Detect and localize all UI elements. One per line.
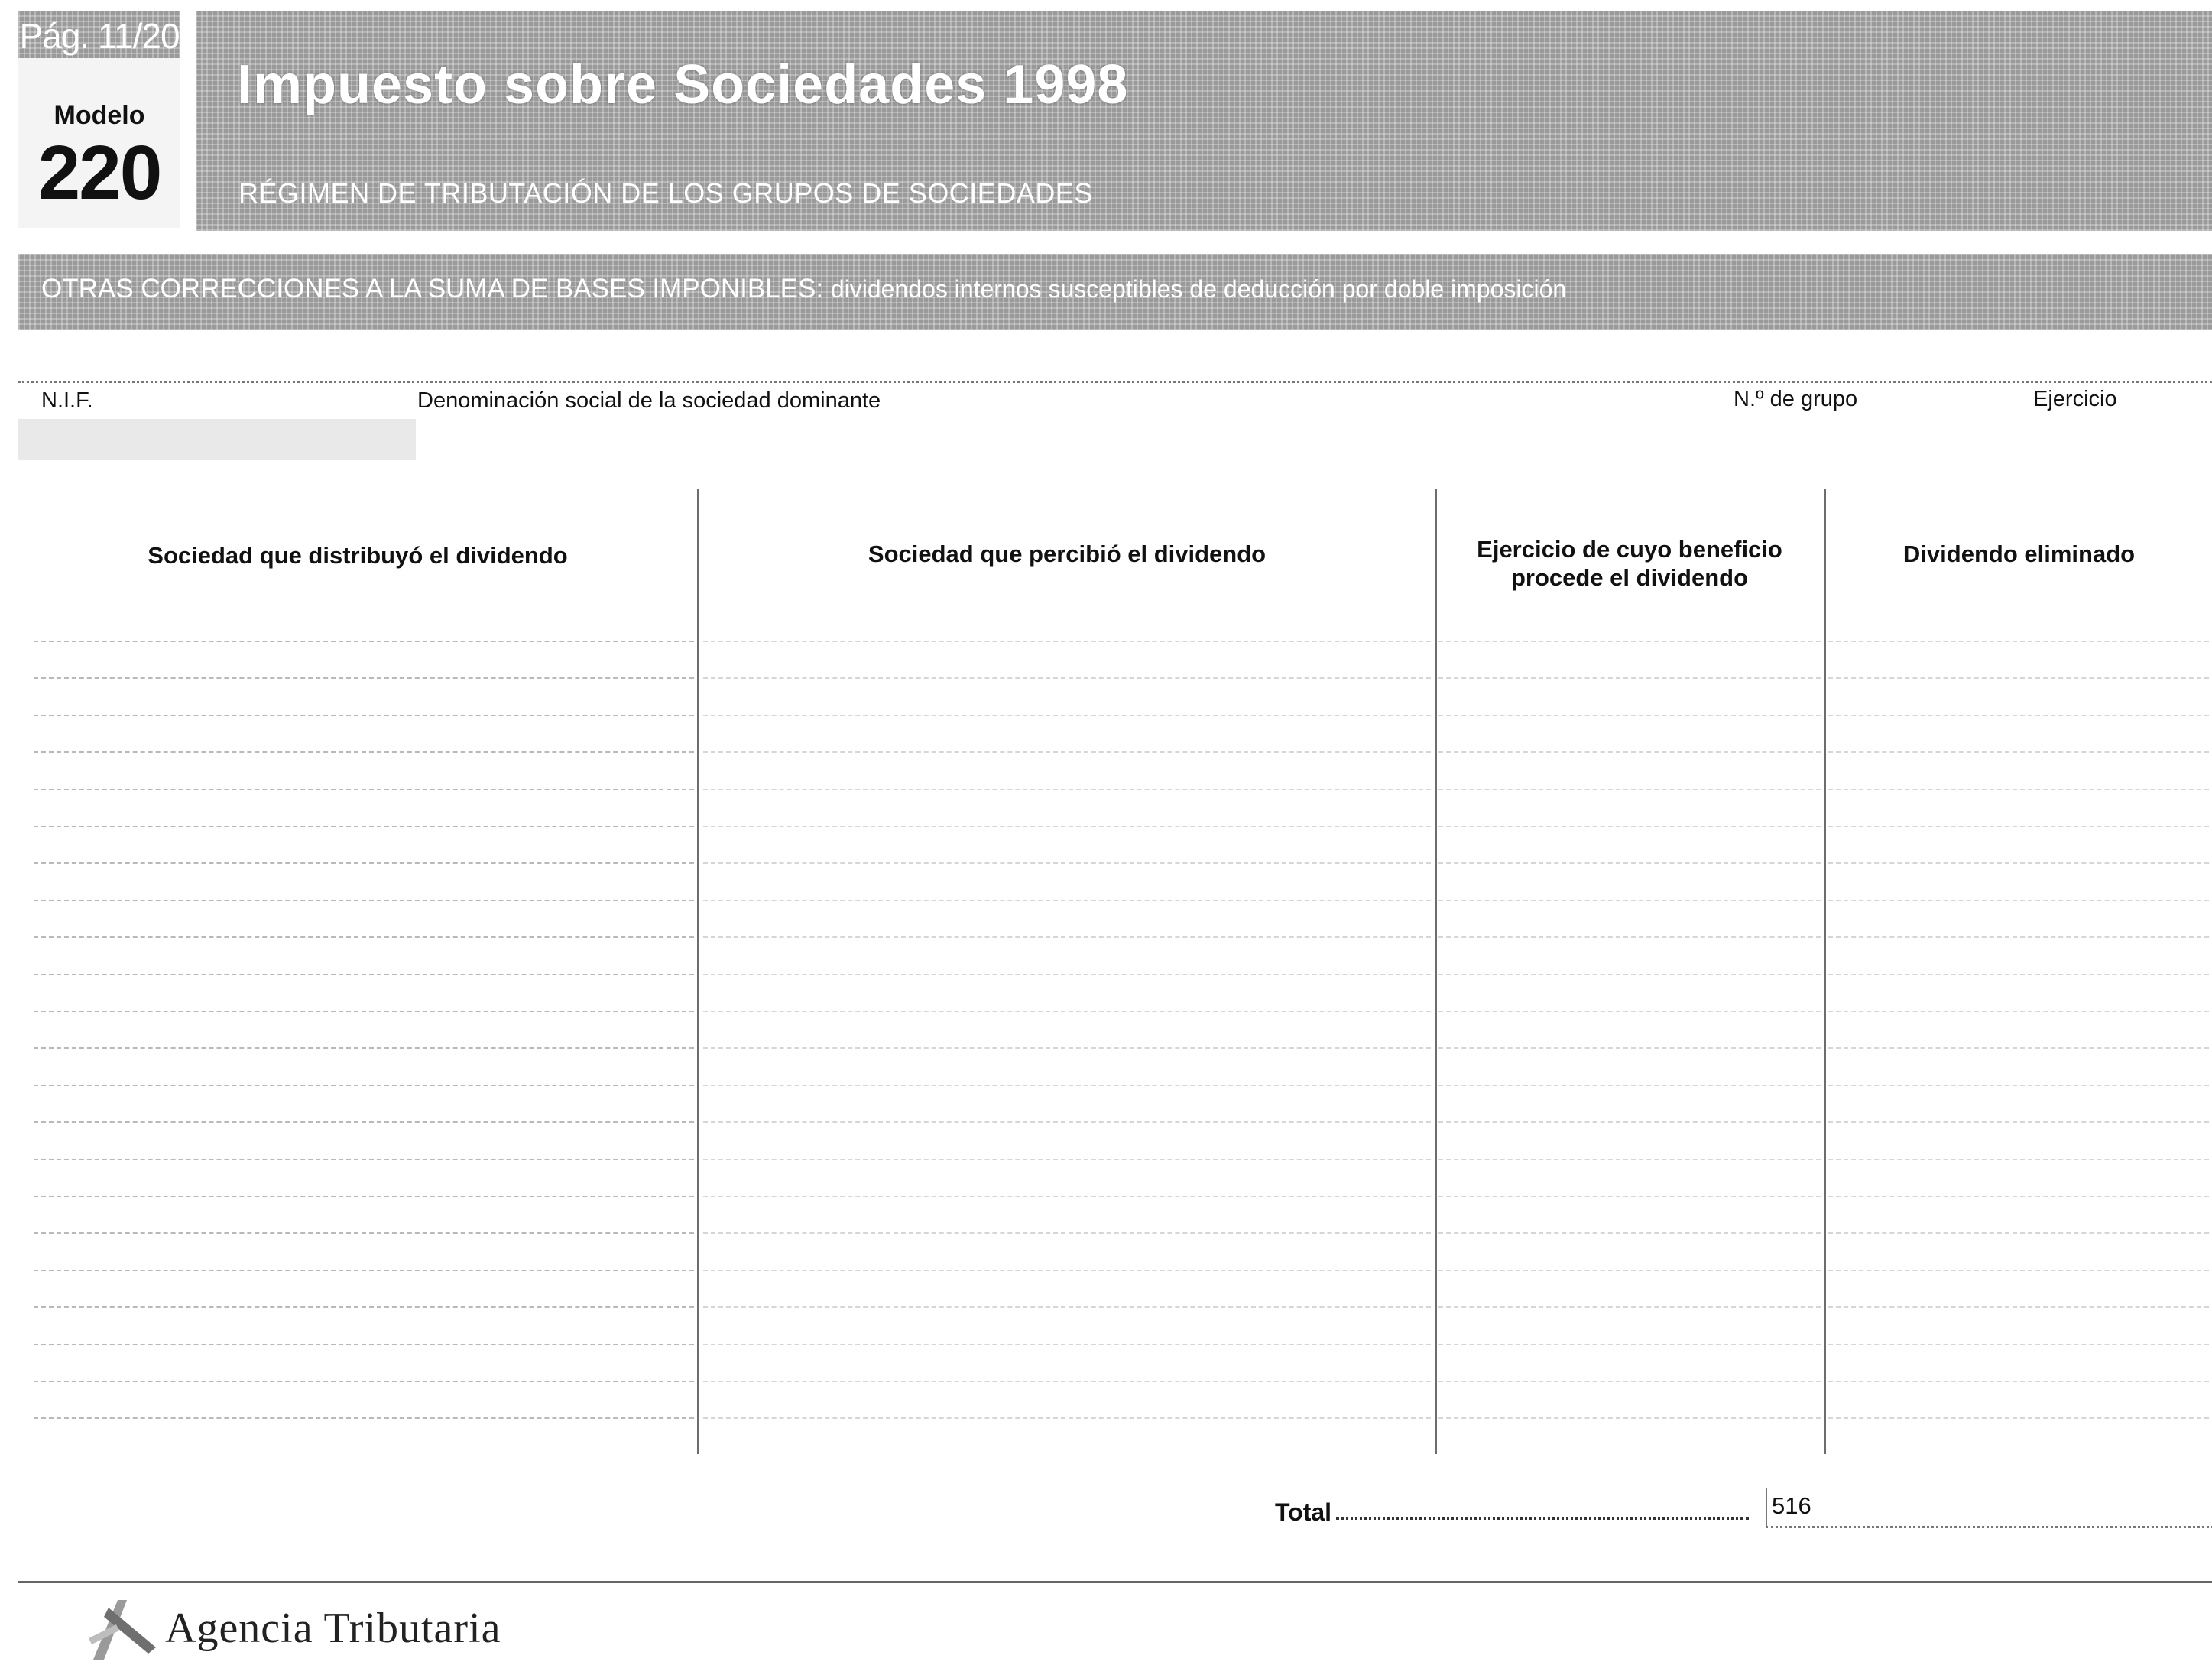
total-leader-dots (1336, 1517, 1749, 1520)
denominacion-field[interactable] (417, 419, 1717, 460)
modelo-label: Modelo (54, 101, 145, 130)
table-cell[interactable] (1438, 826, 1821, 827)
agency-name: Agencia Tributaria (165, 1605, 501, 1652)
agencia-tributaria-logo-icon (86, 1594, 159, 1663)
table-cell[interactable] (1438, 862, 1821, 864)
table-cell[interactable] (703, 826, 1431, 827)
column-separator (1824, 489, 1826, 1454)
table-cell[interactable] (703, 1047, 1431, 1049)
table-cell[interactable] (703, 1344, 1431, 1345)
column-header-ejercicio-beneficio: Ejercicio de cuyo beneficio procede el dividendo (1477, 536, 1782, 591)
table-cell[interactable] (34, 1381, 694, 1382)
table-cell[interactable] (1828, 1121, 2209, 1123)
table-cell[interactable] (1438, 1047, 1821, 1049)
table-cell[interactable] (34, 1085, 694, 1086)
table-cell[interactable] (1828, 1344, 2209, 1345)
table-cell[interactable] (703, 1381, 1431, 1382)
table-cell[interactable] (1828, 751, 2209, 753)
section-heading (41, 274, 1566, 304)
table-cell[interactable] (703, 789, 1431, 790)
identification-top-rule (18, 381, 2212, 383)
table-cell[interactable] (1438, 677, 1821, 679)
table-cell[interactable] (703, 1232, 1431, 1234)
total-field[interactable] (1766, 1488, 2212, 1528)
table-cell[interactable] (34, 862, 694, 864)
page-subtitle: RÉGIMEN DE TRIBUTACIÓN DE LOS GRUPOS DE SOCIEDADES (238, 177, 1093, 209)
table-cell[interactable] (703, 1196, 1431, 1197)
table-cell[interactable] (1828, 1232, 2209, 1234)
table-cell[interactable] (1438, 1011, 1821, 1012)
table-cell[interactable] (703, 1306, 1431, 1308)
table-cell[interactable] (34, 677, 694, 679)
modelo-number: 220 (37, 130, 161, 216)
table-cell[interactable] (1438, 1417, 1821, 1419)
ejercicio-field[interactable] (2033, 419, 2212, 460)
table-cell[interactable] (1438, 751, 1821, 753)
section-title: OTRAS CORRECCIONES A LA SUMA DE BASES IMPONIBLES: (41, 274, 824, 303)
table-cell[interactable] (1828, 974, 2209, 975)
page-number: Pág. 11/20 (19, 16, 180, 56)
page-title: Impuesto sobre Sociedades 1998 (237, 54, 1129, 115)
table-cell[interactable] (1828, 936, 2209, 938)
table-cell[interactable] (1828, 789, 2209, 790)
table-cell[interactable] (1828, 1159, 2209, 1160)
table-cell[interactable] (703, 1417, 1431, 1419)
table-cell[interactable] (703, 1085, 1431, 1086)
table-cell[interactable] (1438, 1159, 1821, 1160)
table-cell[interactable] (34, 974, 694, 975)
table-cell[interactable] (1828, 900, 2209, 901)
table-cell[interactable] (1828, 1196, 2209, 1197)
table-cell[interactable] (34, 1270, 694, 1271)
section-subtitle: dividendos internos susceptibles de deducción por doble imposición (830, 275, 1567, 303)
column-separator (1435, 489, 1437, 1454)
ejercicio-label: Ejercicio (2033, 387, 2117, 411)
table-cell[interactable] (1438, 1121, 1821, 1123)
table-cell[interactable] (703, 1270, 1431, 1271)
table-cell[interactable] (703, 715, 1431, 716)
column-header-dividendo-eliminado: Dividendo eliminado (1902, 540, 2136, 567)
table-cell[interactable] (34, 1196, 694, 1197)
table-cell[interactable] (1438, 1306, 1821, 1308)
table-cell[interactable] (34, 1159, 694, 1160)
table-cell[interactable] (34, 1011, 694, 1012)
table-cell[interactable] (703, 677, 1431, 679)
nif-label: N.I.F. (41, 388, 93, 413)
table-cell[interactable] (34, 900, 694, 901)
table-cell[interactable] (34, 715, 694, 716)
table-cell[interactable] (1438, 974, 1821, 975)
total-box-code: 516 (1772, 1492, 1811, 1519)
table-cell[interactable] (34, 1047, 694, 1049)
table-cell[interactable] (1828, 1381, 2209, 1382)
table-cell[interactable] (1438, 789, 1821, 790)
table-cell[interactable] (1828, 1085, 2209, 1086)
table-cell[interactable] (34, 826, 694, 827)
table-cell[interactable] (1438, 1085, 1821, 1086)
table-cell[interactable] (1438, 1381, 1821, 1382)
denominacion-label: Denominación social de la sociedad dominante (417, 388, 881, 413)
table-cell[interactable] (703, 641, 1431, 642)
table-cell[interactable] (703, 900, 1431, 901)
table-cell[interactable] (1828, 1417, 2209, 1419)
table-cell[interactable] (1438, 1232, 1821, 1234)
footer-rule (18, 1581, 2212, 1583)
table-cell[interactable] (703, 1011, 1431, 1012)
grupo-field[interactable] (1734, 419, 2009, 460)
table-cell[interactable] (1438, 1196, 1821, 1197)
table-cell[interactable] (1828, 1047, 2209, 1049)
column-header-percibio: Sociedad que percibió el dividendo (868, 540, 1267, 567)
table-cell[interactable] (1438, 900, 1821, 901)
table-cell[interactable] (703, 862, 1431, 864)
total-label: Total (1275, 1498, 1332, 1526)
column-separator (697, 489, 699, 1454)
table-cell[interactable] (34, 936, 694, 938)
table-cell[interactable] (703, 1159, 1431, 1160)
table-cell[interactable] (34, 1306, 694, 1308)
table-cell[interactable] (1828, 1270, 2209, 1271)
table-cell[interactable] (34, 1121, 694, 1123)
table-cell[interactable] (1438, 1270, 1821, 1271)
column-header-distribuyo: Sociedad que distribuyó el dividendo (148, 542, 568, 569)
nif-field[interactable] (18, 419, 416, 460)
table-cell[interactable] (1438, 936, 1821, 938)
table-cell[interactable] (1438, 641, 1821, 642)
table-cell[interactable] (1828, 677, 2209, 679)
table-cell[interactable] (703, 751, 1431, 753)
table-cell[interactable] (703, 936, 1431, 938)
table-cell[interactable] (34, 1417, 694, 1419)
table-cell[interactable] (1828, 1011, 2209, 1012)
table-cell[interactable] (1828, 862, 2209, 864)
table-cell[interactable] (1828, 715, 2209, 716)
table-cell[interactable] (34, 789, 694, 790)
table-cell[interactable] (34, 1232, 694, 1234)
table-cell[interactable] (1438, 1344, 1821, 1345)
table-cell[interactable] (1438, 715, 1821, 716)
table-cell[interactable] (1828, 1306, 2209, 1308)
table-cell[interactable] (34, 641, 694, 642)
table-cell[interactable] (1828, 826, 2209, 827)
table-cell[interactable] (34, 1344, 694, 1345)
table-cell[interactable] (34, 751, 694, 753)
table-cell[interactable] (703, 1121, 1431, 1123)
table-cell[interactable] (1828, 641, 2209, 642)
grupo-label: N.º de grupo (1734, 387, 1858, 411)
table-cell[interactable] (703, 974, 1431, 975)
